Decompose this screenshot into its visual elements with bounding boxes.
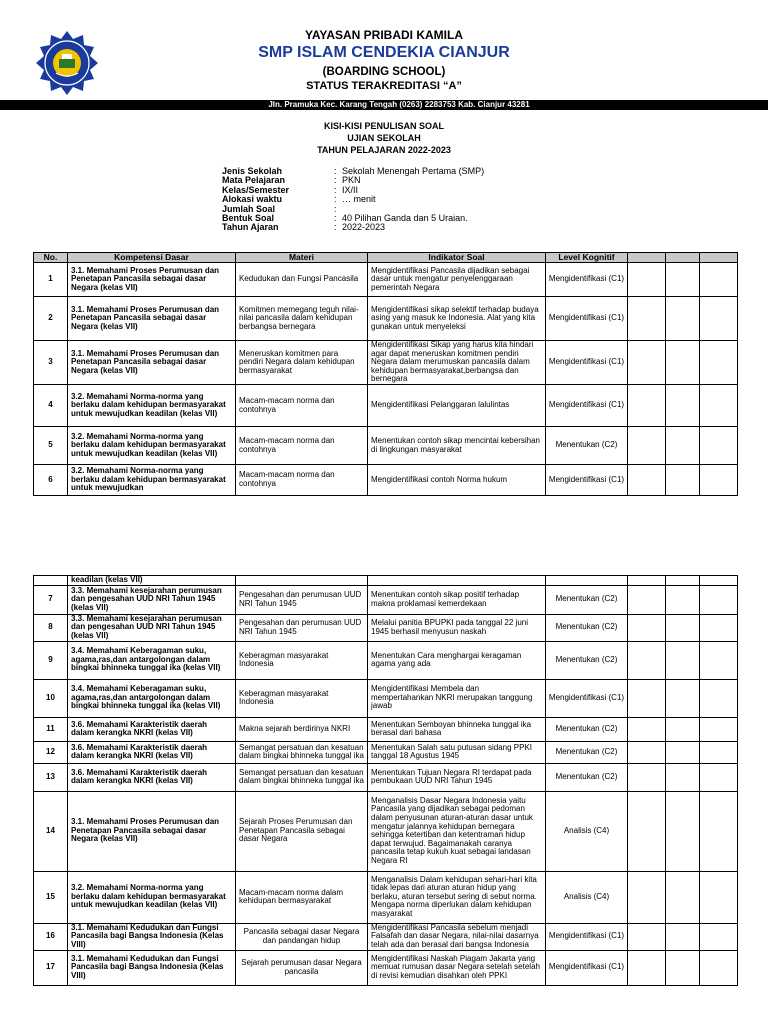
- indikator-cell: Menentukan Cara menghargai keragaman agama yang ada: [368, 641, 546, 679]
- row-number: [34, 576, 68, 586]
- address-bar: Jln. Pramuka Kec. Karang Tengah (0263) 2283753 Kab. Cianjur 43281: [0, 100, 768, 110]
- kompetensi-dasar-cell: 3.2. Memahami Norma-norma yang berlaku dalam kehidupan bermasyarakat untuk mewujudkan keadilan (kelas VII): [68, 427, 236, 465]
- empty-cell: [628, 763, 666, 791]
- table-row: [34, 427, 738, 465]
- kisi-kisi-table-page1: [33, 252, 738, 496]
- kisi-kisi-table-page2: [33, 575, 738, 986]
- level-kognitif-cell: Mengidentifikasi (C1): [546, 341, 628, 385]
- table-row: [34, 614, 738, 641]
- row-number: 4: [34, 385, 68, 427]
- level-kognitif-cell: Mengidentifikasi (C1): [546, 950, 628, 985]
- empty-cell: [700, 576, 738, 586]
- level-kognitif-cell: Mengidentifikasi (C1): [546, 679, 628, 717]
- table-row: [34, 585, 738, 614]
- materi-cell: Keberagman masyarakat Indonesia: [236, 679, 368, 717]
- row-number: 9: [34, 641, 68, 679]
- row-number: 2: [34, 297, 68, 341]
- empty-cell: [700, 791, 738, 871]
- table-row: [34, 263, 738, 297]
- meta-value: Sekolah Menengah Pertama (SMP): [342, 166, 485, 176]
- empty-cell: [628, 923, 666, 950]
- indikator-cell: [368, 576, 546, 586]
- kompetensi-dasar-cell: 3.1. Memahami Proses Perumusan dan Penetapan Pancasila sebagai dasar Negara (kelas VII): [68, 297, 236, 341]
- materi-cell: Sejarah perumusan dasar Negara pancasila: [236, 950, 368, 985]
- indikator-cell: Mengidentifikasi Membela dan mempertahankan NKRI merupakan tanggung jawab: [368, 679, 546, 717]
- materi-cell: Macam-macam norma dan contohnya: [236, 385, 368, 427]
- empty-cell: [666, 679, 700, 717]
- kompetensi-dasar-cell: keadilan (kelas VII): [68, 576, 236, 586]
- table-row: [34, 297, 738, 341]
- empty-cell: [700, 641, 738, 679]
- doc-year: TAHUN PELAJARAN 2022-2023: [317, 145, 451, 155]
- empty-cell: [628, 679, 666, 717]
- empty-cell: [666, 741, 700, 763]
- materi-cell: Pengesahan dan perumusan UUD NRI Tahun 1945: [236, 614, 368, 641]
- row-number: 12: [34, 741, 68, 763]
- row-number: 5: [34, 427, 68, 465]
- empty-cell: [628, 585, 666, 614]
- empty-cell: [700, 950, 738, 985]
- table-row: [34, 341, 738, 385]
- row-number: 16: [34, 923, 68, 950]
- empty-cell: [666, 341, 700, 385]
- column-header: Kompetensi Dasar: [68, 253, 236, 263]
- row-number: 1: [34, 263, 68, 297]
- row-number: 13: [34, 763, 68, 791]
- empty-cell: [628, 263, 666, 297]
- indikator-cell: Mengidentifikasi Sikap yang harus kita hindari agar dapat meneruskan komitmen pendiri Negara dalam merumuskan pancasila dalam kehidupan bermasyarakat,berbangsa dan bernegara: [368, 341, 546, 385]
- meta-colon: :: [334, 194, 337, 205]
- empty-cell: [666, 871, 700, 923]
- empty-cell: [666, 641, 700, 679]
- meta-label: Bentuk Soal: [222, 212, 275, 223]
- meta-value: … menit: [342, 194, 376, 205]
- kompetensi-dasar-cell: 3.1. Memahami Proses Perumusan dan Penetapan Pancasila sebagai dasar Negara (kelas VII): [68, 341, 236, 385]
- meta-value: 2022-2023: [342, 222, 386, 233]
- empty-cell: [628, 871, 666, 923]
- table-row: [34, 679, 738, 717]
- kompetensi-dasar-cell: 3.2. Memahami Norma-norma yang berlaku dalam kehidupan bermasyarakat untuk mewujudkan keadilan (kelas VII): [68, 871, 236, 923]
- empty-cell: [628, 576, 666, 586]
- school-type: (BOARDING SCHOOL): [322, 66, 446, 78]
- meta-colon: :: [334, 184, 337, 195]
- level-kognitif-cell: Menentukan (C2): [546, 763, 628, 791]
- column-header: Indikator Soal: [368, 253, 546, 263]
- materi-cell: Sejarah Proses Perumusan dan Penetapan Pancasila sebagai dasar Negara: [236, 791, 368, 871]
- empty-cell: [700, 465, 738, 496]
- materi-cell: Pancasila sebagai dasar Negara dan pandangan hidup: [236, 923, 368, 950]
- level-kognitif-cell: [546, 576, 628, 586]
- materi-cell: Pengesahan dan perumusan UUD NRI Tahun 1945: [236, 585, 368, 614]
- indikator-cell: Mengidentifikasi Pancasila dijadikan sebagai dasar untuk mengatur penyelenggaraan pemerintah Negara: [368, 263, 546, 297]
- row-number: 7: [34, 585, 68, 614]
- indikator-cell: Mengidentifikasi Pelanggaran lalulintas: [368, 385, 546, 427]
- level-kognitif-cell: Analisis (C4): [546, 791, 628, 871]
- table-row: [34, 641, 738, 679]
- empty-cell: [628, 641, 666, 679]
- row-number: 8: [34, 614, 68, 641]
- column-header: No.: [34, 253, 68, 263]
- column-header: [628, 253, 666, 263]
- empty-cell: [666, 465, 700, 496]
- empty-cell: [666, 585, 700, 614]
- meta-colon: :: [334, 212, 337, 223]
- empty-cell: [700, 679, 738, 717]
- empty-cell: [666, 791, 700, 871]
- empty-cell: [628, 950, 666, 985]
- empty-cell: [700, 763, 738, 791]
- level-kognitif-cell: Menentukan (C2): [546, 641, 628, 679]
- level-kognitif-cell: Menentukan (C2): [546, 741, 628, 763]
- meta-label: Jenis Sekolah: [222, 166, 283, 176]
- doc-title: KISI-KISI PENULISAN SOAL: [323, 121, 444, 131]
- empty-cell: [700, 871, 738, 923]
- empty-cell: [628, 341, 666, 385]
- indikator-cell: Menentukan Semboyan bhinneka tunggal ika berasal dari bahasa: [368, 717, 546, 741]
- meta-label: Alokasi waktu: [222, 194, 283, 205]
- empty-cell: [700, 717, 738, 741]
- level-kognitif-cell: Mengidentifikasi (C1): [546, 465, 628, 496]
- table-row: [34, 576, 738, 586]
- materi-cell: Kedudukan dan Fungsi Pancasila: [236, 263, 368, 297]
- row-number: 10: [34, 679, 68, 717]
- indikator-cell: Menentukan contoh sikap mencintai kebersihan di lingkungan masyarakat: [368, 427, 546, 465]
- materi-cell: Macam-macam norma dan contohnya: [236, 427, 368, 465]
- row-number: 11: [34, 717, 68, 741]
- kompetensi-dasar-cell: 3.3. Memahami kesejarahan perumusan dan pengesahan UUD NRI Tahun 1945 (kelas VII): [68, 585, 236, 614]
- level-kognitif-cell: Analisis (C4): [546, 871, 628, 923]
- materi-cell: Makna sejarah berdirinya NKRI: [236, 717, 368, 741]
- row-number: 17: [34, 950, 68, 985]
- table-row: [34, 871, 738, 923]
- empty-cell: [666, 427, 700, 465]
- empty-cell: [628, 385, 666, 427]
- kompetensi-dasar-cell: 3.1. Memahami Proses Perumusan dan Penetapan Pancasila sebagai dasar Negara (kelas VII): [68, 263, 236, 297]
- materi-cell: Komitmen memegang teguh nilai-nilai pancasila dalam kehidupan berbangsa bernegara: [236, 297, 368, 341]
- empty-cell: [628, 427, 666, 465]
- accreditation-status: STATUS TERAKREDITASI “A”: [306, 80, 462, 92]
- kompetensi-dasar-cell: 3.1. Memahami Kedudukan dan Fungsi Pancasila bagi Bangsa Indonesia (Kelas VIII): [68, 923, 236, 950]
- table-row: [34, 950, 738, 985]
- meta-row: [222, 223, 484, 232]
- empty-cell: [666, 297, 700, 341]
- meta-label: Kelas/Semester: [222, 184, 290, 195]
- materi-cell: Keberagman masyarakat Indonesia: [236, 641, 368, 679]
- empty-cell: [628, 741, 666, 763]
- kompetensi-dasar-cell: 3.4. Memahami Keberagaman suku, agama,ras,dan antargolongan dalam bingkai bhinneka tunggal ika (kelas VII): [68, 641, 236, 679]
- level-kognitif-cell: Menentukan (C2): [546, 717, 628, 741]
- indikator-cell: Menentukan Tujuan Negara RI terdapat pada pembukaan UUD NRI Tahun 1945: [368, 763, 546, 791]
- empty-cell: [628, 717, 666, 741]
- meta-colon: :: [334, 222, 337, 233]
- meta-colon: :: [334, 203, 337, 214]
- empty-cell: [700, 585, 738, 614]
- meta-label: Mata Pelajaran: [222, 175, 286, 186]
- kompetensi-dasar-cell: 3.6. Memahami Karakteristik daerah dalam kerangka NKRI (kelas VII): [68, 763, 236, 791]
- meta-colon: :: [334, 175, 337, 186]
- meta-value: PKN: [342, 175, 361, 186]
- level-kognitif-cell: Mengidentifikasi (C1): [546, 297, 628, 341]
- empty-cell: [700, 385, 738, 427]
- level-kognitif-cell: Mengidentifikasi (C1): [546, 263, 628, 297]
- level-kognitif-cell: Menentukan (C2): [546, 427, 628, 465]
- empty-cell: [666, 614, 700, 641]
- meta-value: 40 Pilihan Ganda dan 5 Uraian.: [342, 212, 468, 223]
- column-header: [666, 253, 700, 263]
- empty-cell: [700, 741, 738, 763]
- indikator-cell: Mengidentifikasi Naskah Piagam Jakarta yang memuat rumusan dasar Negara setelah setelah di revisi kemudian disahkan oleh PPKI: [368, 950, 546, 985]
- indikator-cell: Menentukan Salah satu putusan sidang PPKI tanggal 18 Agustus 1945: [368, 741, 546, 763]
- materi-cell: Semangat persatuan dan kesatuan dalam bingkai bhinneka tunggal ika: [236, 741, 368, 763]
- materi-cell: Semangat persatuan dan kesatuan dalam bingkai bhinneka tunggal ika: [236, 763, 368, 791]
- row-number: 3: [34, 341, 68, 385]
- empty-cell: [700, 297, 738, 341]
- table-row: [34, 717, 738, 741]
- empty-cell: [666, 385, 700, 427]
- row-number: 15: [34, 871, 68, 923]
- empty-cell: [700, 614, 738, 641]
- indikator-cell: Melalui panitia BPUPKI pada tanggal 22 juni 1945 berhasil menyusun naskah: [368, 614, 546, 641]
- kompetensi-dasar-cell: 3.2. Memahami Norma-norma yang berlaku dalam kehidupan bermasyarakat untuk mewujudkan: [68, 465, 236, 496]
- empty-cell: [666, 717, 700, 741]
- letterhead: [0, 0, 768, 112]
- kompetensi-dasar-cell: 3.1. Memahami Kedudukan dan Fungsi Pancasila bagi Bangsa Indonesia (Kelas VIII): [68, 950, 236, 985]
- level-kognitif-cell: Menentukan (C2): [546, 585, 628, 614]
- foundation-name: YAYASAN PRIBADI KAMILA: [304, 28, 464, 42]
- meta-label: Tahun Ajaran: [222, 222, 279, 233]
- level-kognitif-cell: Menentukan (C2): [546, 614, 628, 641]
- table-row: [34, 385, 738, 427]
- materi-cell: Meneruskan komitmen para pendiri Negara dalam kehidupan bermasyarakat: [236, 341, 368, 385]
- meta-value: IX/II: [342, 184, 359, 195]
- indikator-cell: Mengidentifikasi sikap selektif terhadap budaya asing yang masuk ke Indonesia. Alat yang kita gunakan untuk menyeleksi: [368, 297, 546, 341]
- table-row: [34, 741, 738, 763]
- empty-cell: [628, 791, 666, 871]
- level-kognitif-cell: Mengidentifikasi (C1): [546, 923, 628, 950]
- kompetensi-dasar-cell: 3.6. Memahami Karakteristik daerah dalam kerangka NKRI (kelas VII): [68, 717, 236, 741]
- level-kognitif-cell: Mengidentifikasi (C1): [546, 385, 628, 427]
- empty-cell: [666, 763, 700, 791]
- doc-subtitle: UJIAN SEKOLAH: [347, 133, 421, 143]
- column-header: Materi: [236, 253, 368, 263]
- empty-cell: [666, 923, 700, 950]
- indikator-cell: Menentukan contoh sikap positif terhadap makna proklamasi kemerdekaan: [368, 585, 546, 614]
- indikator-cell: Menganalisis Dasar Negara Indonesia yaitu Pancasila yang dijadikan sebagai pedoman dalam penyusunan aturan-aturan dasar untuk mengatur jalannya kehidupan bernegara sehingga ketertiban dan ketentraman hidup dapat terwujud. Bagaimanakah caranya pancasila tetap kukuh kuat sebagai landasan Negara RI: [368, 791, 546, 871]
- empty-cell: [628, 614, 666, 641]
- indikator-cell: Mengidentifikasi Pancasila sebelum menjadi Falsafah dan dasar Negara, nilai-nilai dasarnya telah ada dan berasal dari bangsa Indonesia: [368, 923, 546, 950]
- meta-label: Jumlah Soal: [222, 203, 276, 214]
- column-header: Level Kognitif: [546, 253, 628, 263]
- empty-cell: [666, 263, 700, 297]
- school-name: SMP ISLAM CENDEKIA CIANJUR: [258, 44, 510, 61]
- row-number: 14: [34, 791, 68, 871]
- table-row: [34, 923, 738, 950]
- row-number: 6: [34, 465, 68, 496]
- meta-colon: :: [334, 166, 337, 176]
- indikator-cell: Menganalisis Dalam kehidupan sehari-hari kita tidak lepas dari aturan aturan hidup yang berlaku, aturan tersebut sering di sebut norma. Mengapa norma diperlukan dalam kehidupan masyarakat: [368, 871, 546, 923]
- materi-cell: Macam-macam norma dalam kehidupan bermasyarakat: [236, 871, 368, 923]
- empty-cell: [666, 576, 700, 586]
- empty-cell: [700, 341, 738, 385]
- table-row: [34, 465, 738, 496]
- kompetensi-dasar-cell: 3.6. Memahami Karakteristik daerah dalam kerangka NKRI (kelas VII): [68, 741, 236, 763]
- kompetensi-dasar-cell: 3.1. Memahami Proses Perumusan dan Penetapan Pancasila sebagai dasar Negara (kelas VII): [68, 791, 236, 871]
- materi-cell: [236, 576, 368, 586]
- exam-meta: [222, 167, 484, 233]
- empty-cell: [700, 427, 738, 465]
- kompetensi-dasar-cell: 3.4. Memahami Keberagaman suku, agama,ras,dan antargolongan dalam bingkai bhinneka tunggal ika (kelas VII): [68, 679, 236, 717]
- empty-cell: [628, 297, 666, 341]
- empty-cell: [700, 263, 738, 297]
- kompetensi-dasar-cell: 3.3. Memahami kesejarahan perumusan dan pengesahan UUD NRI Tahun 1945 (kelas VII): [68, 614, 236, 641]
- table-row: [34, 763, 738, 791]
- materi-cell: Macam-macam norma dan contohnya: [236, 465, 368, 496]
- empty-cell: [666, 950, 700, 985]
- empty-cell: [700, 923, 738, 950]
- table-row: [34, 791, 738, 871]
- kompetensi-dasar-cell: 3.2. Memahami Norma-norma yang berlaku dalam kehidupan bermasyarakat untuk mewujudkan keadilan (kelas VII): [68, 385, 236, 427]
- indikator-cell: Mengidentifikasi contoh Norma hukum: [368, 465, 546, 496]
- empty-cell: [628, 465, 666, 496]
- column-header: [700, 253, 738, 263]
